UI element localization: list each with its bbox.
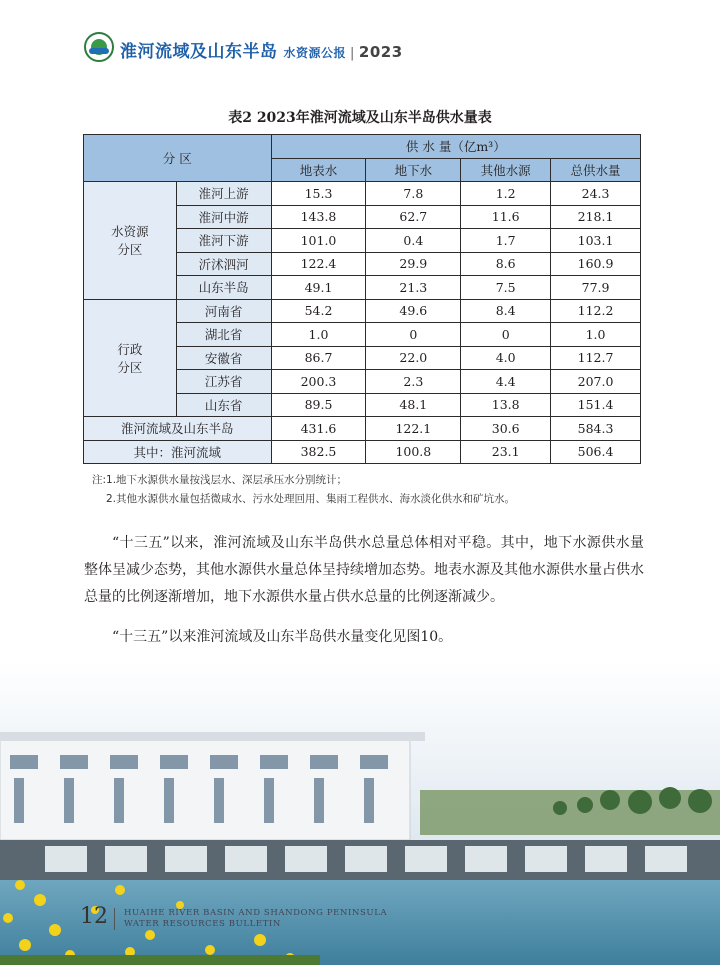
page-header	[0, 0, 720, 70]
table-cell: 207.0	[551, 370, 641, 394]
group-label-line: 行政	[117, 341, 143, 357]
group-label-administrative	[84, 299, 177, 417]
total-row	[84, 417, 641, 441]
table-cell: 506.4	[551, 440, 641, 464]
table-cell: 122.4	[271, 252, 366, 276]
body-paragraph-1: “十三五”以来，淮河流域及山东半岛供水总量总体相对平稳。其中，地下水源供水量整体呈减少态势，其他水源供水量总体呈持续增加态势。地表水源及其他水源供水量占供水总量的比例逐渐增加，地下水源供水量占供水总量的比例逐渐减少。	[84, 535, 644, 605]
table-cell: 101.0	[271, 229, 366, 253]
table-cell: 49.6	[366, 299, 461, 323]
bulletin-logo-icon	[84, 32, 114, 62]
table-cell: 160.9	[551, 252, 641, 276]
header-title	[120, 37, 403, 62]
table-cell: 4.4	[461, 370, 551, 394]
table-cell: 112.7	[551, 346, 641, 370]
table-cell: 584.3	[551, 417, 641, 441]
table-row	[84, 299, 641, 323]
table-cell: 151.4	[551, 393, 641, 417]
region-label: 安徽省	[176, 346, 271, 370]
table-cell: 1.0	[551, 323, 641, 347]
header-year: 2023	[358, 43, 403, 61]
region-label: 江苏省	[176, 370, 271, 394]
table-cell: 112.2	[551, 299, 641, 323]
total-label: 淮河流域及山东半岛	[84, 417, 272, 441]
table-cell: 13.8	[461, 393, 551, 417]
header-zone: 分 区	[84, 135, 272, 182]
group-label-line: 分区	[117, 242, 143, 258]
table-cell: 48.1	[366, 393, 461, 417]
region-label: 湖北省	[176, 323, 271, 347]
footer-line-2: WATER RESOURCES BULLETIN	[124, 919, 281, 929]
table-cell: 100.8	[366, 440, 461, 464]
region-label: 山东省	[176, 393, 271, 417]
table-cell: 77.9	[551, 276, 641, 300]
page-number: 12	[80, 904, 108, 929]
column-header: 其他水源	[461, 158, 551, 182]
table-cell: 1.7	[461, 229, 551, 253]
header-title-main: 淮河流域及山东半岛	[120, 42, 278, 62]
total-row	[84, 440, 641, 464]
region-label: 淮河下游	[176, 229, 271, 253]
footer-line-1: HUAIHE RIVER BASIN AND SHANDONG PENINSULA	[124, 908, 388, 918]
table-cell: 24.3	[551, 182, 641, 206]
region-label: 淮河上游	[176, 182, 271, 206]
table-cell: 4.0	[461, 346, 551, 370]
table-cell: 2.3	[366, 370, 461, 394]
table-cell: 30.6	[461, 417, 551, 441]
table-cell: 21.3	[366, 276, 461, 300]
group-label-water-resources	[84, 182, 177, 300]
region-label: 淮河中游	[176, 205, 271, 229]
column-header: 地表水	[271, 158, 366, 182]
water-supply-table	[83, 134, 641, 464]
table-cell: 1.2	[461, 182, 551, 206]
region-label: 山东半岛	[176, 276, 271, 300]
header-separator: |	[350, 46, 355, 61]
header-supply-unit: （亿m³）	[451, 139, 506, 155]
table-caption: 表2 2023年淮河流域及山东半岛供水量表	[228, 110, 492, 126]
table-cell: 7.5	[461, 276, 551, 300]
table-cell: 86.7	[271, 346, 366, 370]
header-supply	[271, 135, 640, 159]
table-cell: 122.1	[366, 417, 461, 441]
table-cell: 431.6	[271, 417, 366, 441]
table-cell: 218.1	[551, 205, 641, 229]
table-cell: 7.8	[366, 182, 461, 206]
group-label-line: 水资源	[111, 224, 149, 240]
table-cell: 23.1	[461, 440, 551, 464]
table-cell: 62.7	[366, 205, 461, 229]
table-cell: 0	[366, 323, 461, 347]
region-label: 河南省	[176, 299, 271, 323]
table-cell: 89.5	[271, 393, 366, 417]
table-cell: 15.3	[271, 182, 366, 206]
table-cell: 0.4	[366, 229, 461, 253]
table-row	[84, 182, 641, 206]
body-paragraph-2: “十三五”以来淮河流域及山东半岛供水量变化见图10。	[112, 629, 453, 645]
header-supply-main: 供 水 量	[405, 139, 452, 155]
note-1: 注:1.地下水源供水量按浅层水、深层承压水分别统计；	[92, 474, 348, 486]
table-cell: 22.0	[366, 346, 461, 370]
table-cell: 143.8	[271, 205, 366, 229]
header-subtitle: 水资源公报	[283, 46, 347, 60]
table-cell: 8.4	[461, 299, 551, 323]
column-header: 总供水量	[551, 158, 641, 182]
table-header-row-1	[84, 135, 641, 159]
table-cell: 1.0	[271, 323, 366, 347]
table-notes	[92, 471, 515, 509]
column-header: 地下水	[366, 158, 461, 182]
group-label-line: 分区	[117, 359, 143, 375]
table-cell: 11.6	[461, 205, 551, 229]
table-cell: 200.3	[271, 370, 366, 394]
table-cell: 49.1	[271, 276, 366, 300]
table-cell: 0	[461, 323, 551, 347]
footer-bulletin-name	[124, 908, 387, 930]
table-cell: 54.2	[271, 299, 366, 323]
region-label: 沂沭泗河	[176, 252, 271, 276]
table-cell: 103.1	[551, 229, 641, 253]
total-label: 其中：淮河流域	[84, 440, 272, 464]
footer-divider	[114, 908, 115, 930]
table-cell: 8.6	[461, 252, 551, 276]
table-cell: 29.9	[366, 252, 461, 276]
note-2: 2.其他水源供水量包括微咸水、污水处理回用、集雨工程供水、海水淡化供水和矿坑水。	[106, 493, 516, 505]
table-cell: 382.5	[271, 440, 366, 464]
